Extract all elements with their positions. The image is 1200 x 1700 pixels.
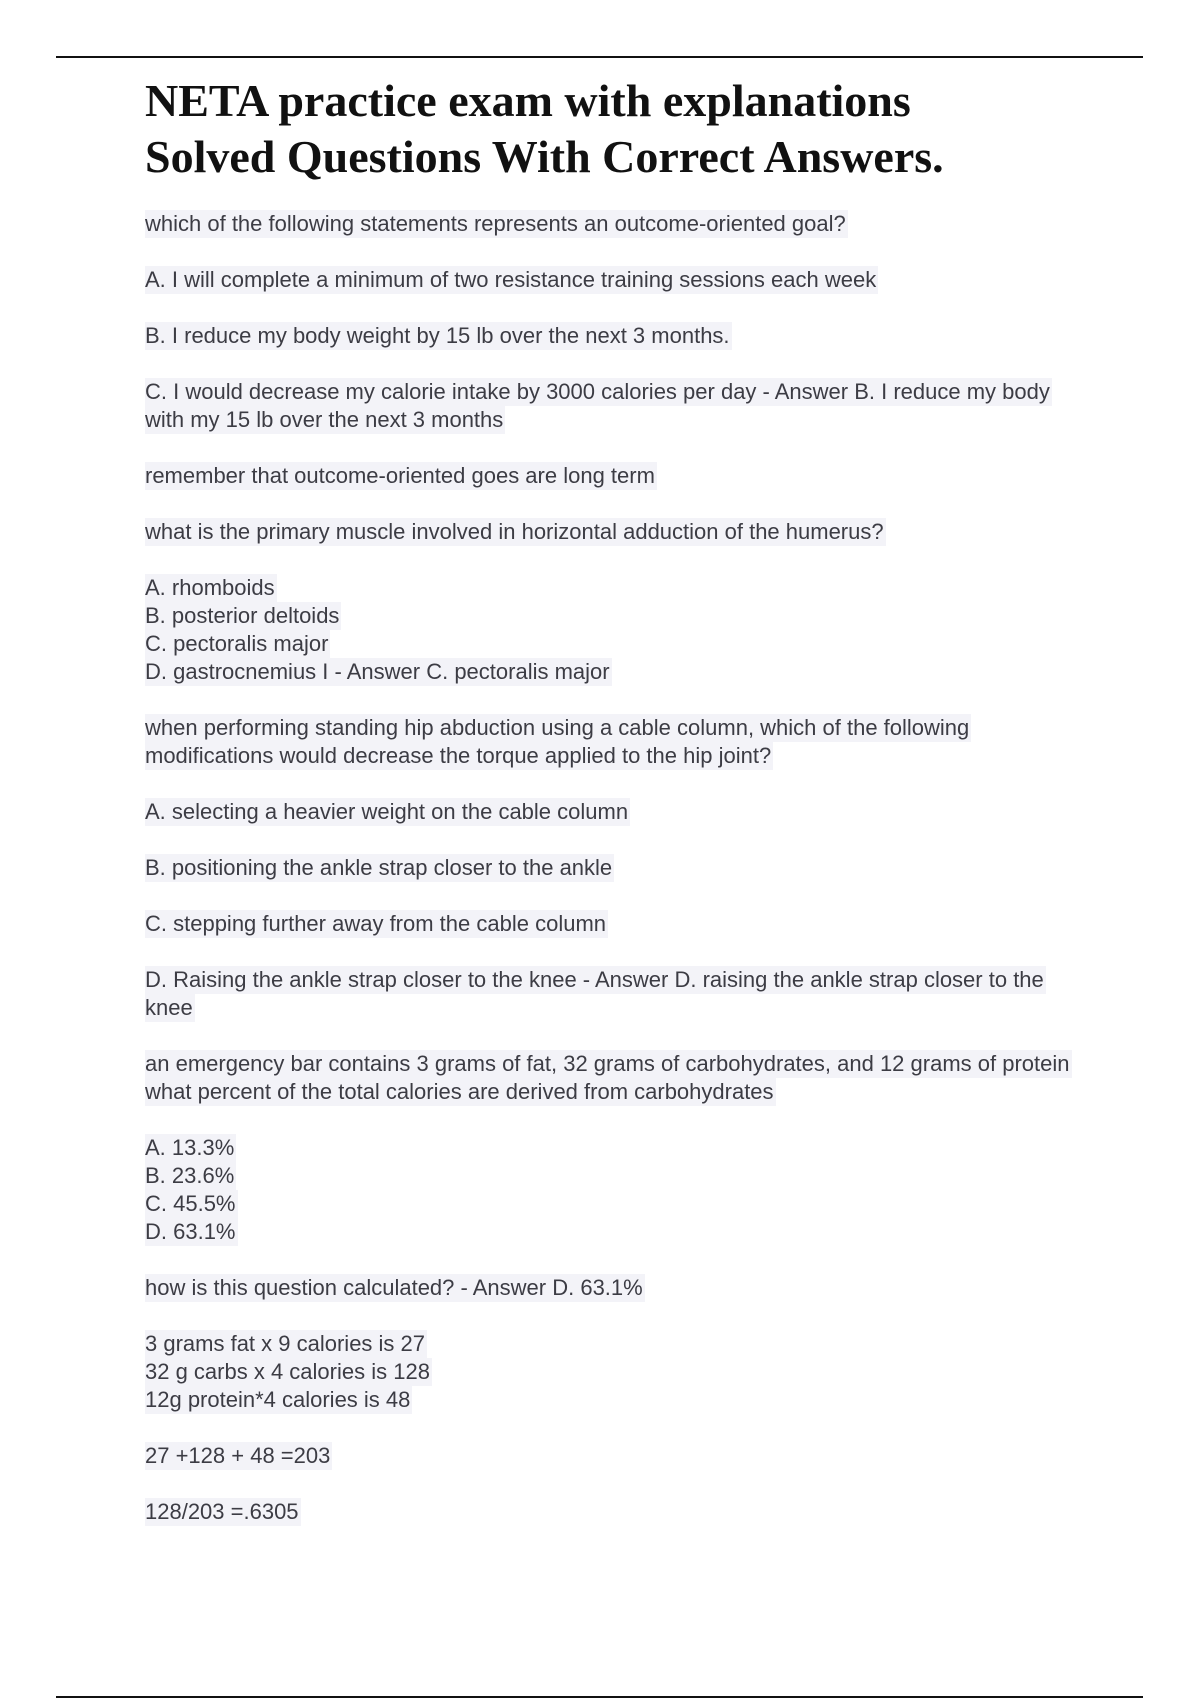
paragraph-text: what is the primary muscle involved in horizontal adduction of the humerus? xyxy=(145,519,884,544)
paragraph-text: when performing standing hip abduction using a cable column, which of the following modifications would decrease the torque applied to the hip joint? xyxy=(145,715,970,768)
line-group xyxy=(145,1134,1075,1246)
line-text: D. 63.1% xyxy=(145,1219,236,1244)
line-item xyxy=(145,1358,1075,1386)
paragraph-text: 27 +128 + 48 =203 xyxy=(145,1443,331,1468)
line-item xyxy=(145,602,1075,630)
line-item xyxy=(145,1386,1075,1414)
line-text: C. pectoralis major xyxy=(145,631,329,656)
paragraph-text: which of the following statements represents an outcome-oriented goal? xyxy=(145,211,846,236)
paragraph-text: 128/203 =.6305 xyxy=(145,1499,299,1524)
paragraph xyxy=(145,322,1075,350)
paragraph-text: A. I will complete a minimum of two resistance training sessions each week xyxy=(145,267,877,292)
paragraph xyxy=(145,1498,1075,1526)
paragraph xyxy=(145,266,1075,294)
paragraph-text: how is this question calculated? - Answer D. 63.1% xyxy=(145,1275,643,1300)
paragraph xyxy=(145,462,1075,490)
line-item xyxy=(145,1218,1075,1246)
line-item xyxy=(145,658,1075,686)
line-group xyxy=(145,1330,1075,1414)
paragraph xyxy=(145,854,1075,882)
line-item xyxy=(145,1190,1075,1218)
paragraph xyxy=(145,1442,1075,1470)
line-text: B. 23.6% xyxy=(145,1163,235,1188)
line-text: A. rhomboids xyxy=(145,575,275,600)
line-text: B. posterior deltoids xyxy=(145,603,340,628)
line-text: C. 45.5% xyxy=(145,1191,236,1216)
line-item xyxy=(145,1330,1075,1358)
paragraph xyxy=(145,1050,1075,1106)
paragraph-text: remember that outcome-oriented goes are long term xyxy=(145,463,655,488)
line-text: A. 13.3% xyxy=(145,1135,235,1160)
line-text: D. gastrocnemius I - Answer C. pectoralis major xyxy=(145,659,610,684)
line-item xyxy=(145,630,1075,658)
line-item xyxy=(145,1134,1075,1162)
line-item xyxy=(145,574,1075,602)
paragraph xyxy=(145,966,1075,1022)
paragraph-text: D. Raising the ankle strap closer to the knee - Answer D. raising the ankle strap closer to the knee xyxy=(145,967,1044,1020)
line-item xyxy=(145,1162,1075,1190)
paragraph-text: an emergency bar contains 3 grams of fat, 32 grams of carbohydrates, and 12 grams of protein what percent of the total calories are derived from carbohydrates xyxy=(145,1051,1070,1104)
document-body xyxy=(145,210,1075,1554)
paragraph-text: C. stepping further away from the cable column xyxy=(145,911,607,936)
paragraph xyxy=(145,910,1075,938)
document-title xyxy=(145,73,1125,185)
header-rule xyxy=(56,56,1143,58)
line-text: 32 g carbs x 4 calories is 128 xyxy=(145,1359,430,1384)
paragraph xyxy=(145,378,1075,434)
paragraph xyxy=(145,210,1075,238)
title-line-2: Solved Questions With Correct Answers. xyxy=(145,131,944,182)
paragraph xyxy=(145,1274,1075,1302)
paragraph-text: B. positioning the ankle strap closer to the ankle xyxy=(145,855,613,880)
paragraph-text: C. I would decrease my calorie intake by 3000 calories per day - Answer B. I reduce my body with my 15 lb over the next 3 months xyxy=(145,379,1050,432)
line-group xyxy=(145,574,1075,686)
line-text: 12g protein*4 calories is 48 xyxy=(145,1387,411,1412)
paragraph xyxy=(145,714,1075,770)
paragraph xyxy=(145,798,1075,826)
line-text: 3 grams fat x 9 calories is 27 xyxy=(145,1331,426,1356)
paragraph-text: B. I reduce my body weight by 15 lb over the next 3 months. xyxy=(145,323,730,348)
title-line-1: NETA practice exam with explanations xyxy=(145,75,911,126)
footer-rule xyxy=(56,1696,1143,1698)
paragraph xyxy=(145,518,1075,546)
paragraph-text: A. selecting a heavier weight on the cable column xyxy=(145,799,629,824)
